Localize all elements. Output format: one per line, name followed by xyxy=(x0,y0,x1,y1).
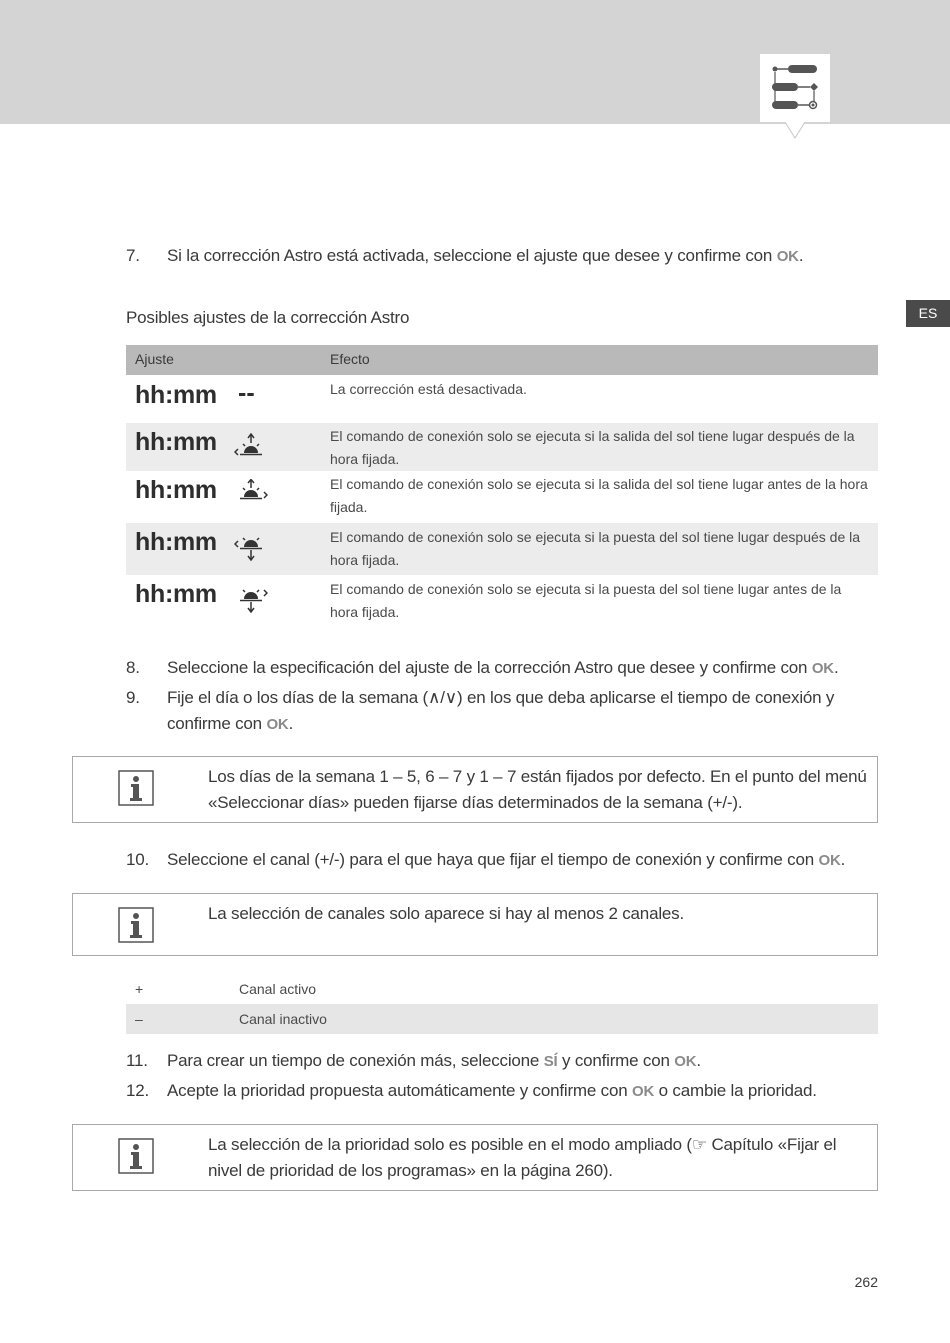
sunset-before-icon xyxy=(234,587,268,617)
section-title: Posibles ajustes de la corrección Astro xyxy=(126,308,410,327)
channel-table xyxy=(126,974,878,1034)
table-row: hh:mm El comando de conexión solo se ejecuta si la puesta del sol tiene lugar antes de la hora fijada. xyxy=(135,580,842,620)
info-icon xyxy=(118,907,154,943)
program-flow-icon xyxy=(760,54,830,122)
table-row: hh:mm El comando de conexión solo se ejecuta si la salida del sol tiene lugar antes de la hora fijada. xyxy=(135,476,868,515)
sunrise-before-icon xyxy=(234,479,268,505)
table-row: hh:mm El comando de conexión solo se ejecuta si la puesta del sol tiene lugar después de la hora fijada. xyxy=(126,523,878,575)
column-header-efecto: Efecto xyxy=(330,351,370,367)
table-header xyxy=(126,345,878,375)
info-note: La selección de la prioridad solo es posible en el modo ampliado (☞ Capítulo «Fijar el nivel de prioridad de los programas» en la página 260). xyxy=(72,1124,878,1191)
info-note: La selección de canales solo aparece si hay al menos 2 canales. xyxy=(72,893,878,956)
sunset-after-icon xyxy=(234,535,268,565)
info-icon xyxy=(118,1138,154,1174)
chapter-pointer xyxy=(785,122,805,140)
table-row: hh:mm -- La corrección está desactivada. xyxy=(135,379,527,409)
astro-settings-table xyxy=(126,345,878,627)
page-number: 262 xyxy=(854,1274,878,1290)
column-header-ajuste: Ajuste xyxy=(135,351,174,367)
language-tab: ES xyxy=(906,300,950,327)
info-icon xyxy=(118,770,154,806)
table-row: – Canal inactivo xyxy=(126,1004,878,1034)
astro-off-icon: -- xyxy=(238,379,255,407)
table-row: hh:mm El comando de conexión solo se ejecuta si la salida del sol tiene lugar después de la hora fijada. xyxy=(126,423,878,471)
table-row: + Canal activo xyxy=(135,981,317,997)
sunrise-after-icon xyxy=(234,433,268,459)
info-note: Los días de la semana 1 – 5, 6 – 7 y 1 – 7 están fijados por defecto. En el punto del menú «Seleccionar días» pueden fijarse días determinados de la semana (+/-). xyxy=(72,756,878,823)
